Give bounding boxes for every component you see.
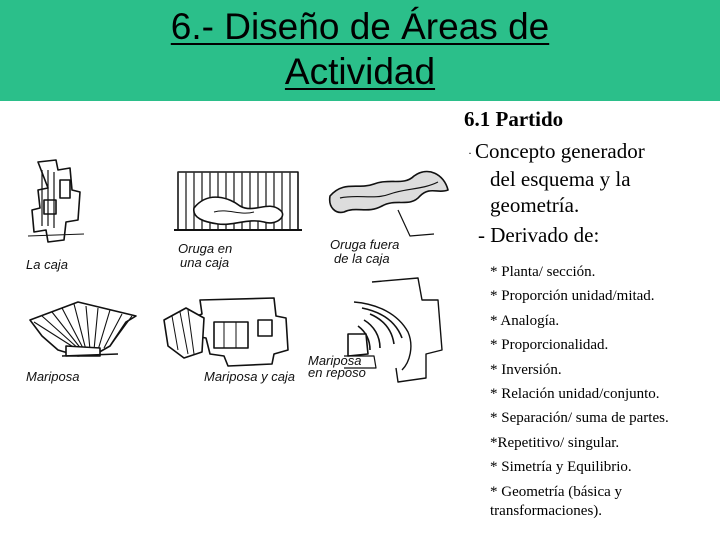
label-oruga-fuera-1: Oruga fuera [330, 237, 400, 252]
list-item: * Simetría y Equilibrio. [490, 459, 632, 476]
sketch-illustrations [18, 150, 468, 400]
section-title: 6.1 Partido [464, 107, 564, 131]
list-item: * Planta/ sección. [490, 264, 596, 280]
title-line-1: 6.- Diseño de Áreas de [170, 6, 550, 47]
list-item: * Relación unidad/conjunto. [490, 386, 660, 403]
label-mariposa-reposo-1: Mariposa [308, 353, 362, 368]
sketch-mariposa [30, 302, 136, 356]
label-oruga-en-caja-2: una caja [180, 255, 230, 270]
label-mariposa-reposo-2: en reposo [308, 365, 366, 380]
concept-line-3: geometría. [490, 193, 580, 218]
bullet-dot: · [468, 146, 472, 161]
label-oruga-fuera-2: de la caja [334, 251, 390, 266]
list-item: * Proporción unidad/mitad. [490, 288, 655, 305]
title-line-2: Actividad [284, 51, 436, 92]
label-la-caja: La caja [26, 257, 68, 272]
label-mariposa: Mariposa [26, 369, 80, 384]
sketch-oruga-en-caja [174, 172, 302, 230]
page-title [0, 4, 720, 94]
sketch-caja [28, 160, 84, 242]
sketch-oruga-fuera [330, 172, 448, 236]
list-item: * Separación/ suma de partes. [490, 410, 669, 427]
concept-line-1: Concepto generador [475, 139, 645, 163]
derived-from-heading: - Derivado de: [478, 223, 600, 247]
list-item: *Repetitivo/ singular. [490, 434, 620, 451]
title-banner [0, 0, 720, 101]
list-item: * Geometría (básica y transformaciones). [490, 483, 623, 519]
derived-list [490, 260, 690, 521]
list-item: * Analogía. [490, 312, 560, 329]
list-item: * Inversión. [490, 361, 562, 378]
concept-generator [468, 138, 645, 218]
concept-line-2: del esquema y la [490, 167, 631, 192]
list-item: * Proporcionalidad. [490, 337, 609, 354]
label-mariposa-y-caja: Mariposa y caja [204, 369, 296, 384]
sketches-drawing [18, 150, 468, 400]
sketch-mariposa-caja [164, 298, 288, 366]
label-oruga-en-caja-1: Oruga en [178, 241, 233, 256]
